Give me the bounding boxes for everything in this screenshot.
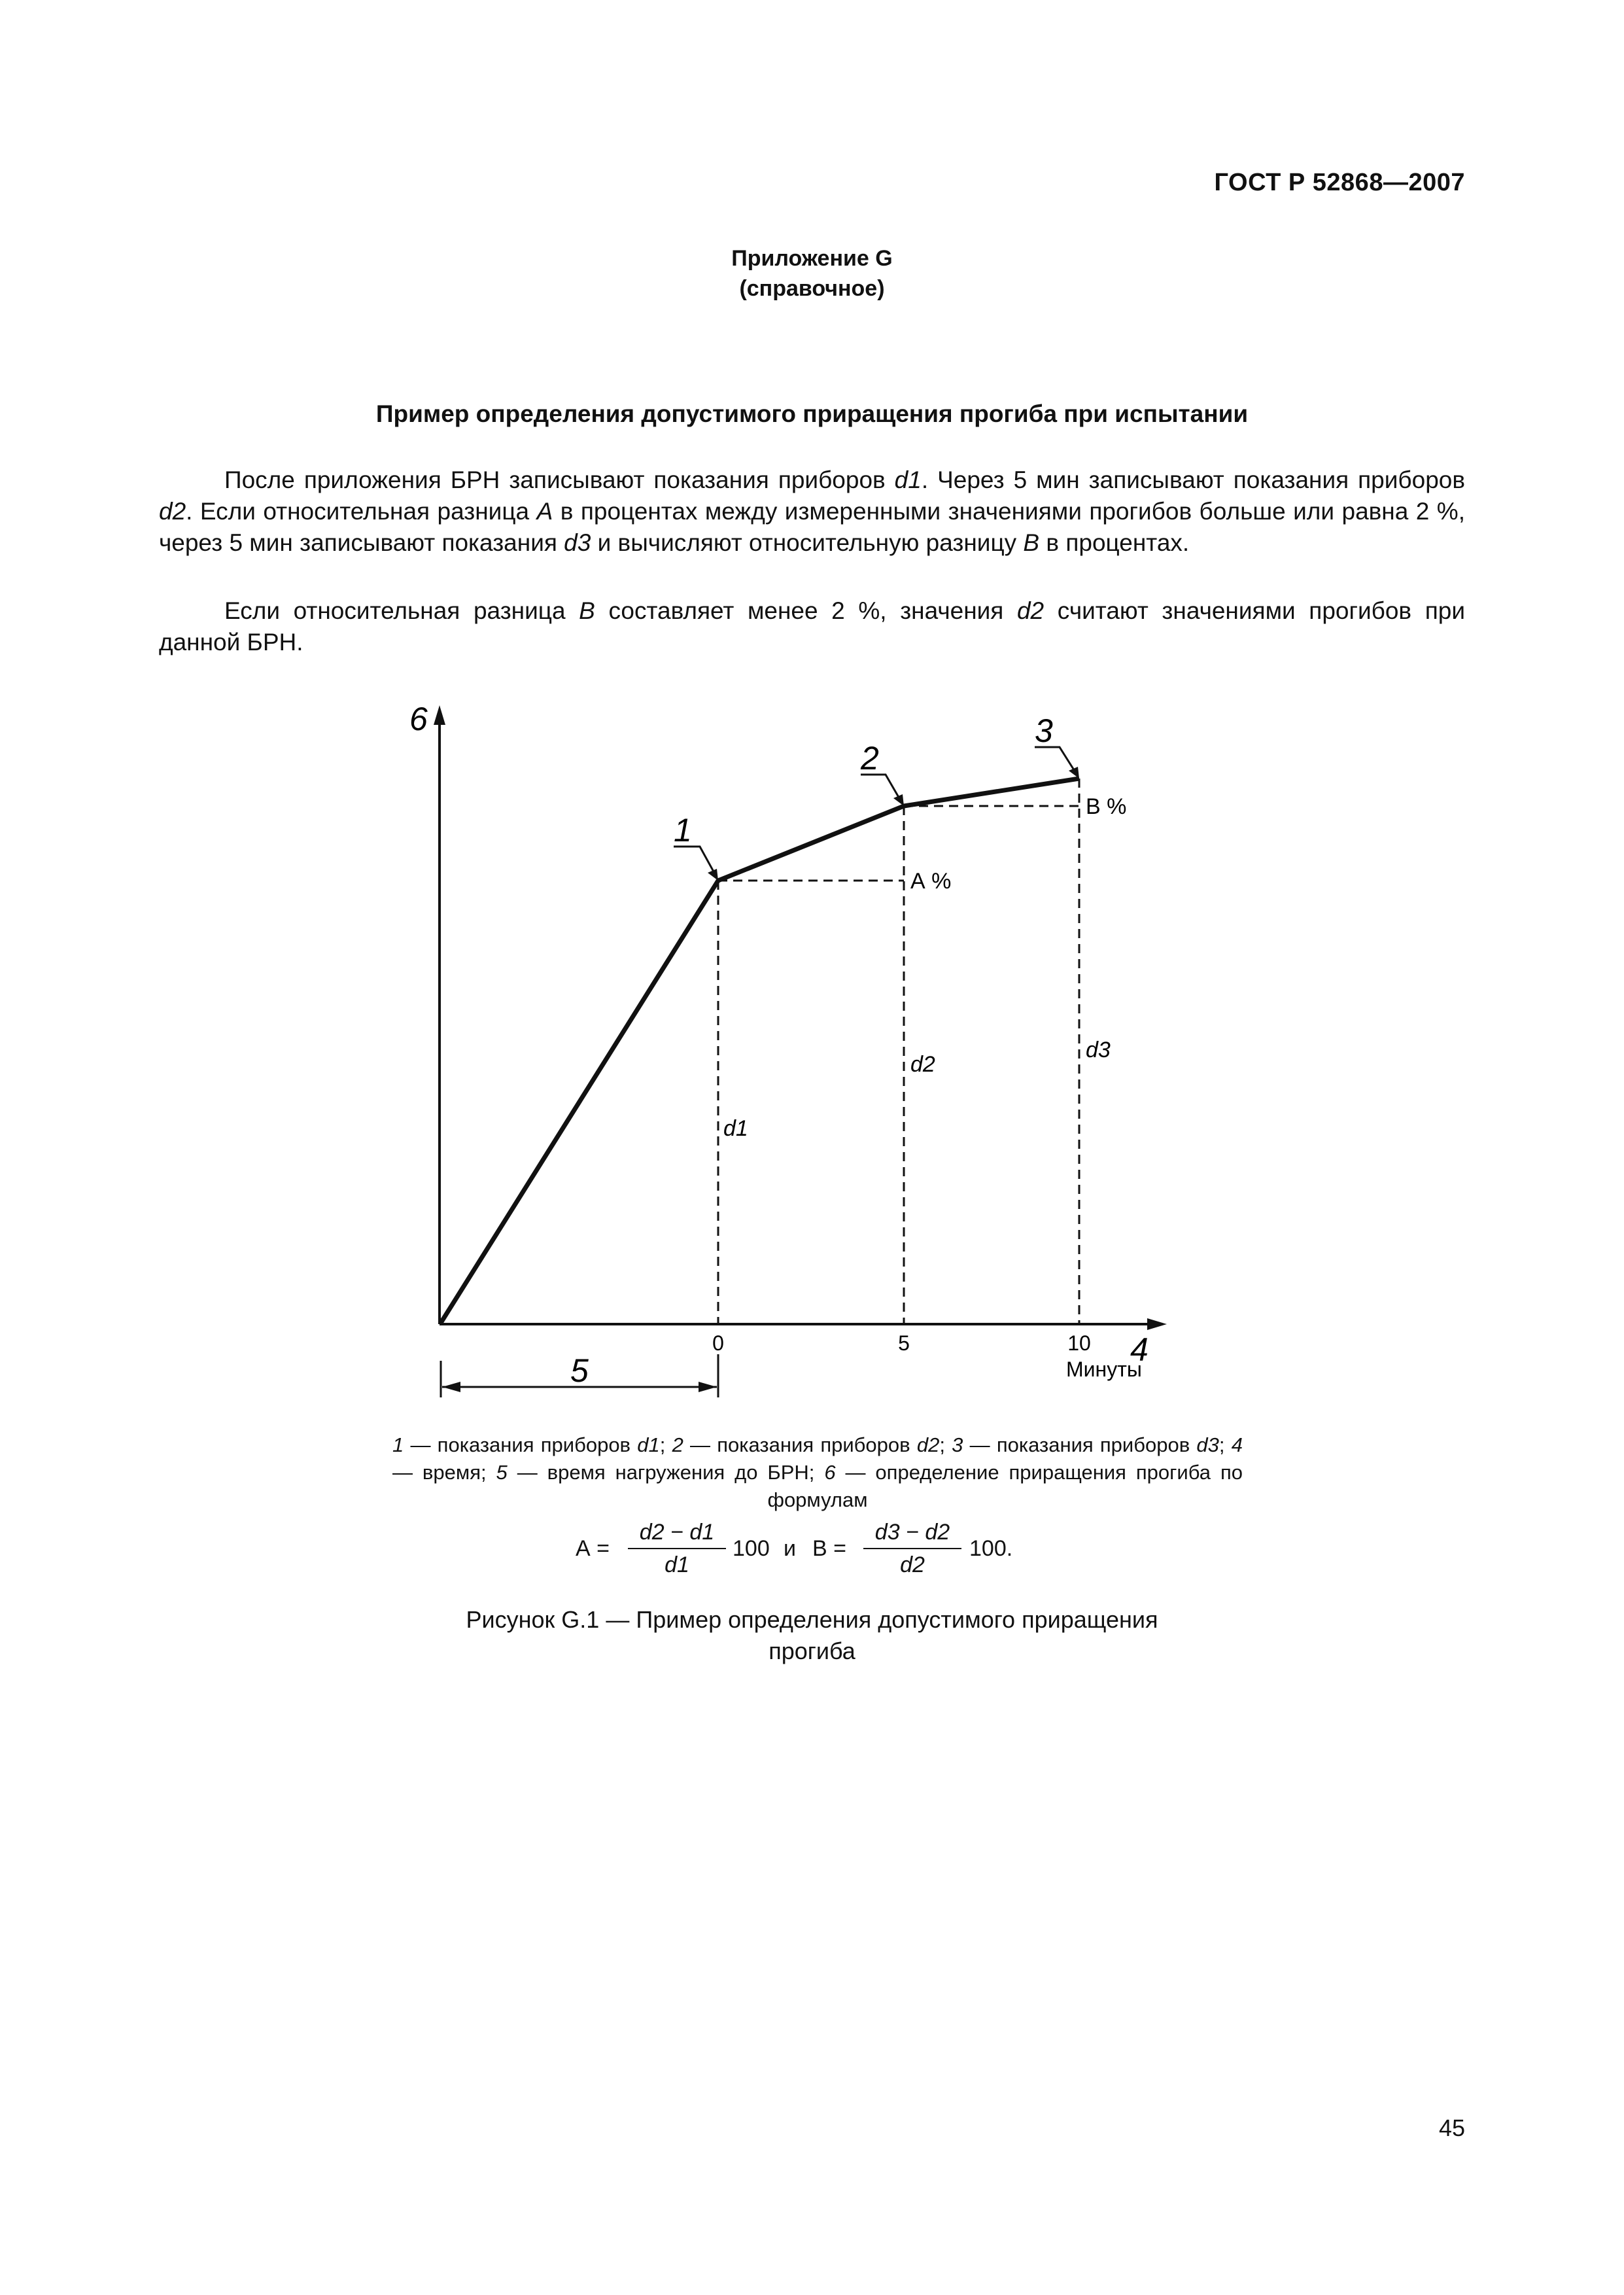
x-axis-number: 4: [1130, 1331, 1149, 1368]
appendix-type: (справочное): [739, 276, 885, 301]
tick-label-5: 5: [898, 1331, 910, 1355]
figure-caption-line-2: прогиба: [769, 1638, 855, 1664]
formula-a-lhs: А =: [576, 1536, 610, 1561]
point3-number: 3: [1035, 712, 1053, 749]
a-percent-label: А %: [910, 869, 952, 894]
loading-time-arrow-left: [442, 1382, 460, 1392]
section-title: Пример определения допустимого приращения прогиба при испытании: [375, 400, 1249, 427]
x-axis-arrowhead: [1147, 1318, 1167, 1330]
figure-legend: 1 — показания приборов d1; 2 — показания приборов d2; 3 — показания приборов d3; 4 — время; 5 — время нагружения до БРН; 6 — определение приращения прогиба по формулам: [392, 1433, 1243, 1511]
paragraph-2: Если относительная разница В составляет менее 2 %, значения d2 считают значениями прогибов при данной БРН.: [159, 597, 1465, 656]
document-number: ГОСТ Р 52868—2007: [1214, 169, 1465, 196]
formula-a-factor: 100: [733, 1536, 770, 1561]
loading-time-number: 5: [570, 1352, 589, 1389]
formula-b-lhs: В =: [812, 1536, 846, 1561]
point1-leader: [674, 847, 714, 873]
figure-caption-line-1: Рисунок G.1 — Пример определения допустимого приращения: [466, 1606, 1158, 1633]
formula-b-factor: 100.: [969, 1536, 1013, 1561]
tick-label-10: 10: [1067, 1331, 1091, 1355]
y-axis-arrowhead: [434, 705, 445, 725]
d1-label: d1: [723, 1116, 748, 1141]
formula-b-numerator: d3 − d2: [874, 1520, 950, 1545]
deflection-curve: [441, 779, 1079, 1323]
figure-caption: [0, 1604, 1624, 1667]
point2-leader-arrowhead: [893, 794, 904, 806]
point1-leader-arrowhead: [708, 869, 718, 881]
appendix-label: Приложение G: [731, 246, 893, 271]
formula-a-numerator: d2 − d1: [639, 1520, 715, 1545]
d2-label: d2: [910, 1052, 935, 1077]
tick-label-0: 0: [712, 1331, 724, 1355]
b-percent-label: В %: [1086, 794, 1127, 819]
paragraph-1: После приложения БРН записывают показания приборов d1. Через 5 мин записывают показания приборов d2. Если относительная разница А в процентах между измеренными значениями прогибов больше или равна 2 %, через 5 мин записывают показания d3 и вычисляют относительную разницу В в процентах.: [159, 466, 1466, 556]
y-axis-number: 6: [409, 701, 428, 737]
d3-label: d3: [1086, 1038, 1111, 1062]
x-unit-label: Минуты: [1066, 1358, 1142, 1381]
point2-number: 2: [861, 740, 879, 777]
page-number: 45: [1438, 2114, 1465, 2141]
formula-a-denominator: d1: [665, 1552, 689, 1577]
formula-a-fraction: [628, 1516, 726, 1581]
loading-time-arrow-right: [699, 1382, 717, 1392]
point1-number: 1: [674, 812, 692, 849]
point3-leader: [1035, 747, 1075, 772]
formula-b-fraction: [863, 1516, 961, 1581]
point2-leader: [861, 775, 900, 799]
formula-b-denominator: d2: [900, 1552, 925, 1577]
formula-conjunction: и: [784, 1536, 796, 1561]
point3-leader-arrowhead: [1069, 767, 1079, 779]
